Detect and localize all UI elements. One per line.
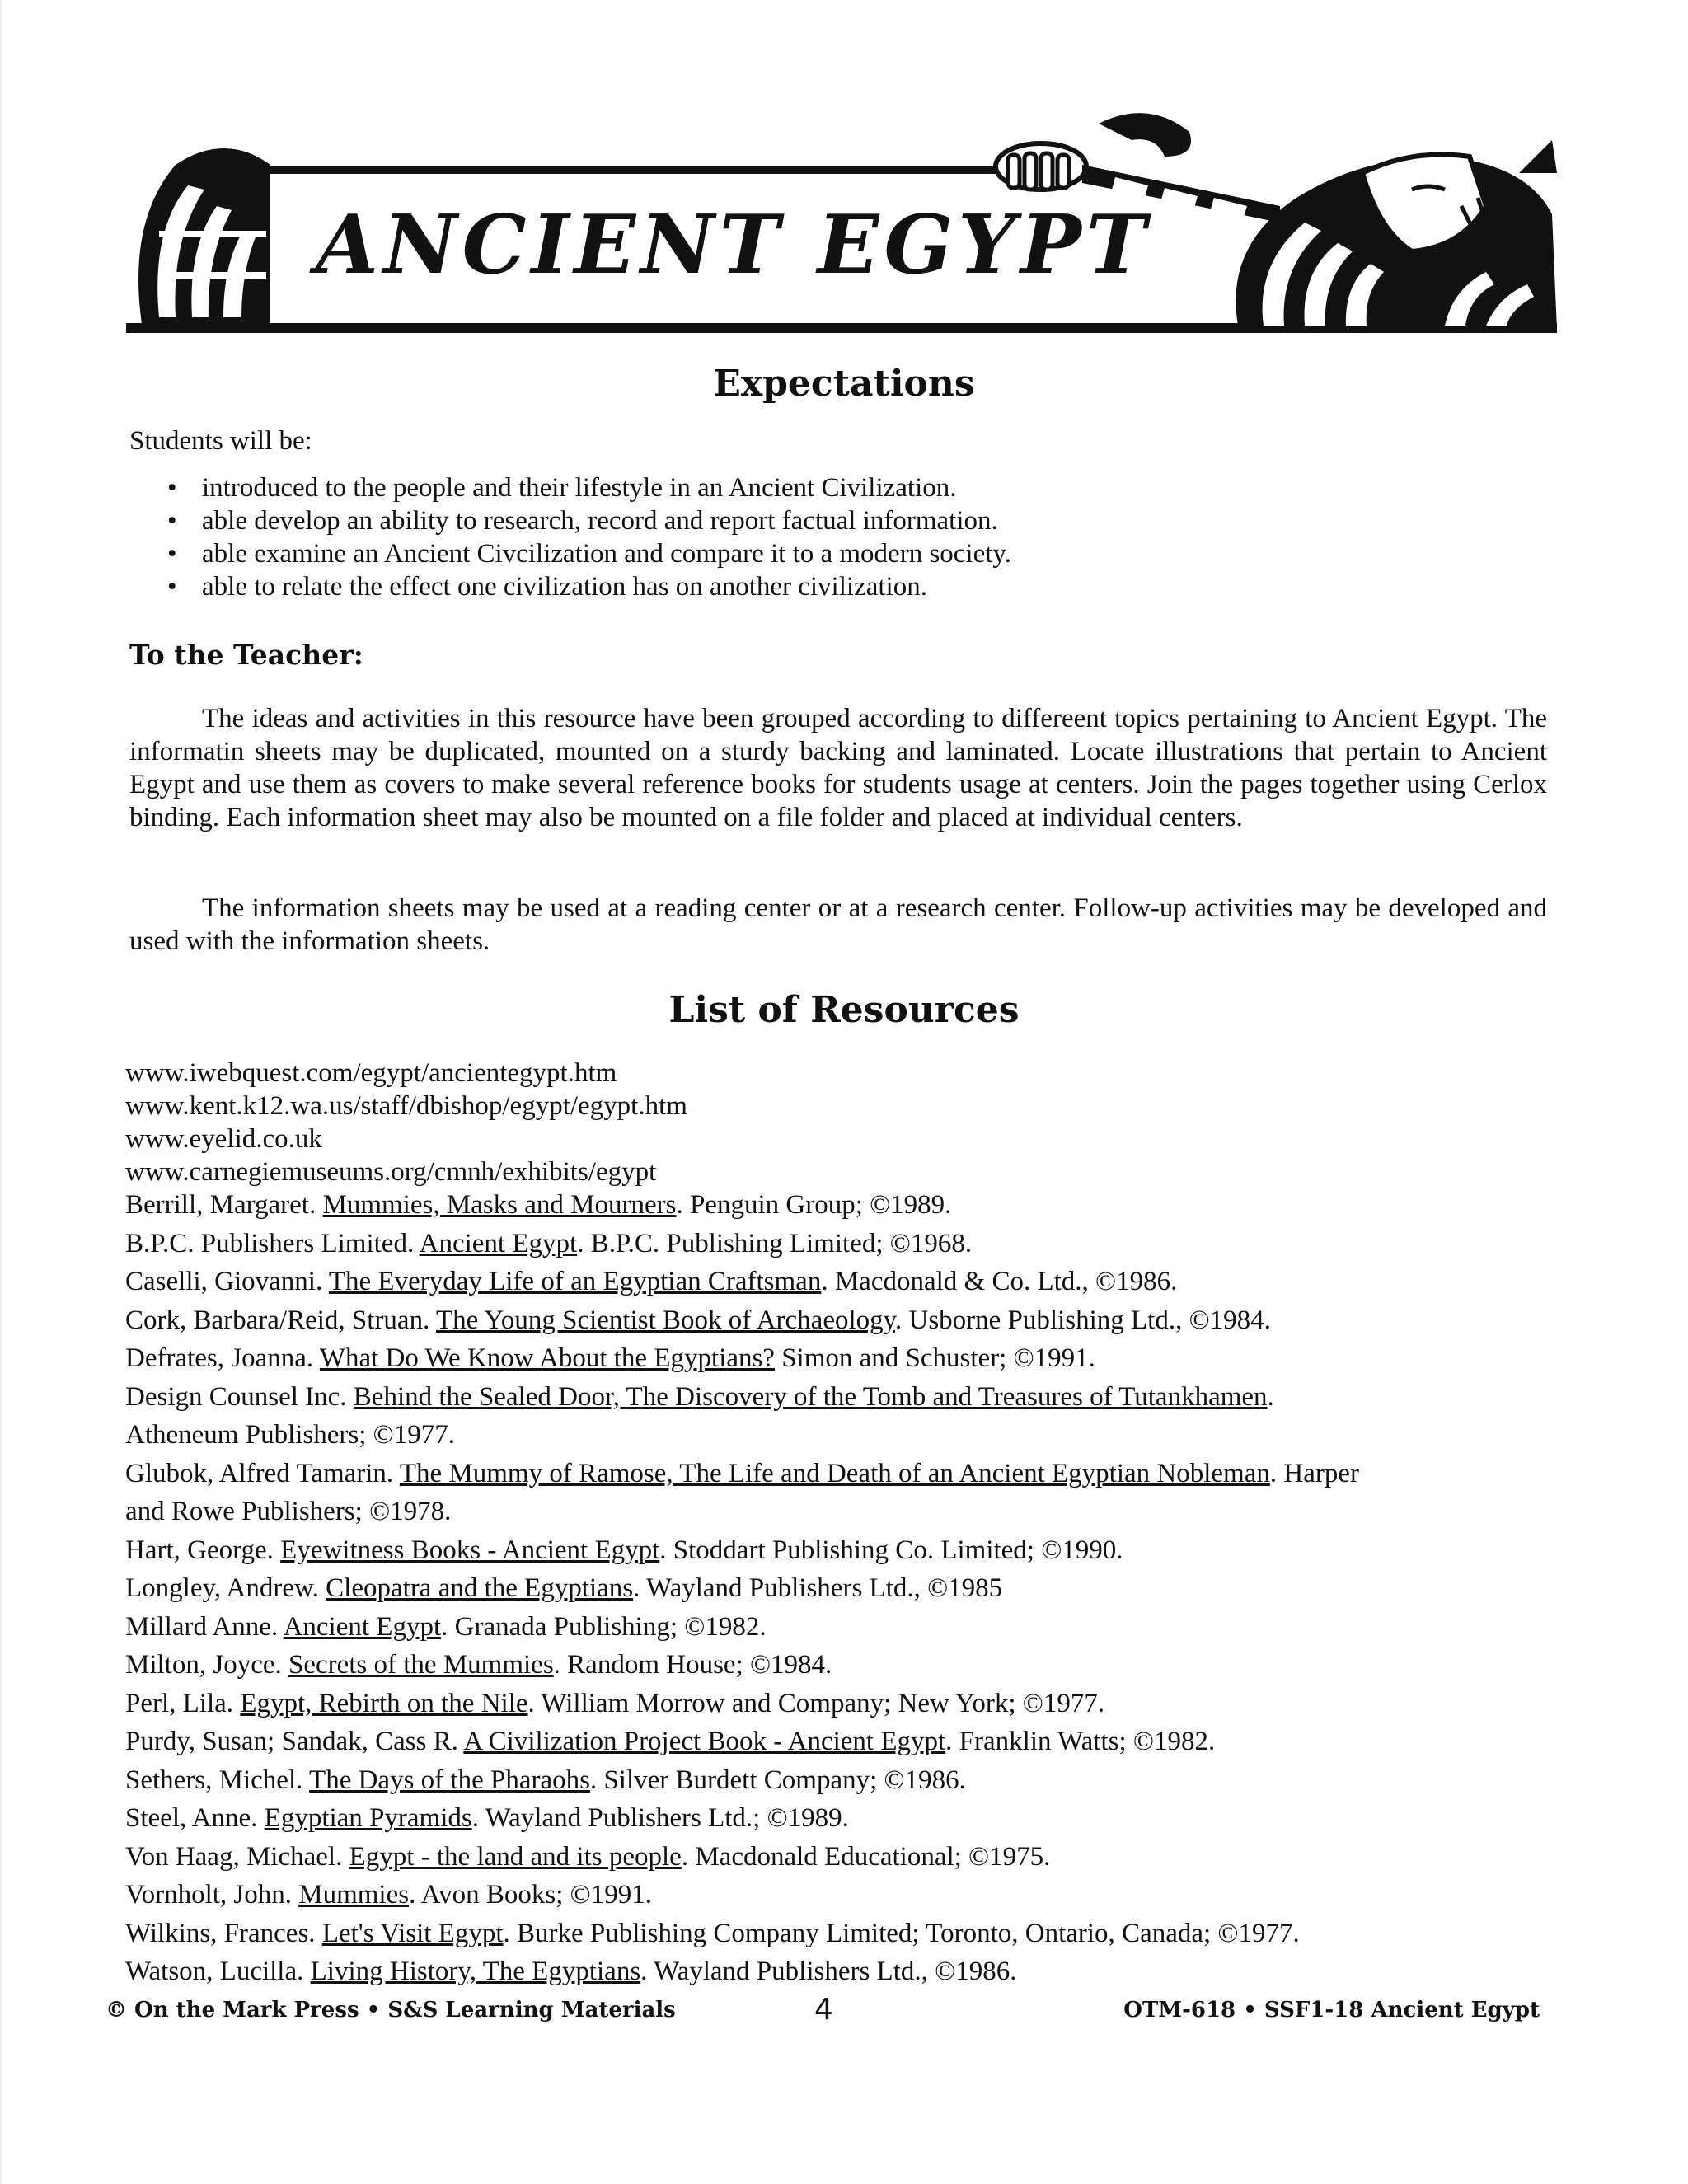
reference-book-title: A Civilization Project Book - Ancient Egypt <box>463 1727 946 1756</box>
reference-author: Glubok, Alfred Tamarin. <box>125 1458 400 1488</box>
reference-item <box>125 1648 1559 1687</box>
reference-item <box>125 1457 1559 1496</box>
reference-author: Milton, Joyce. <box>125 1650 288 1680</box>
reference-book-title: The Everyday Life of an Egyptian Craftsman <box>328 1267 822 1296</box>
reference-item <box>125 1380 1559 1419</box>
reference-author: Steel, Anne. <box>125 1803 265 1833</box>
teacher-paragraph-1: The ideas and activities in this resource have been grouped according to differeent topics pertaining to Ancient Egypt. The informatin sheets may be duplicated, mounted on a sturdy backing and laminated. Locate illustrations that pertain to Ancient Egypt and use them as covers to make several reference books for students usage at centers. Join the pages together using Cerlox binding. Each information sheet may also be mounted on a file folder and placed at individual centers. <box>129 704 1547 832</box>
reference-item <box>125 1227 1559 1266</box>
reference-author: Perl, Lila. <box>125 1688 241 1718</box>
reference-author: Von Haag, Michael. <box>125 1841 349 1872</box>
reference-book-title: The Young Scientist Book of Archaeology <box>436 1305 895 1335</box>
reference-publisher: Simon and Schuster; ©1991. <box>774 1343 1095 1373</box>
reference-book-title: The Mummy of Ramose, The Life and Death of an Ancient Egyptian Nobleman <box>399 1458 1270 1488</box>
teacher-label: To the Teacher: <box>129 639 363 671</box>
list-item: • able examine an Ancient Civcilization and compare it to a modern society. <box>161 537 1011 570</box>
reference-item <box>125 1764 1559 1802</box>
reference-publisher: . Silver Burdett Company; ©1986. <box>589 1765 966 1795</box>
reference-author: Design Counsel Inc. <box>125 1381 354 1412</box>
reference-publisher: . Franklin Watts; ©1982. <box>945 1727 1216 1756</box>
reference-book-title: Egypt, Rebirth on the Nile <box>240 1688 528 1718</box>
reference-publisher: . Macdonald Educational; ©1975. <box>681 1841 1051 1872</box>
reference-author: Purdy, Susan; Sandak, Cass R. <box>125 1727 464 1756</box>
reference-book-title: Cleopatra and the Egyptians <box>326 1573 634 1603</box>
reference-item <box>125 1610 1559 1649</box>
reference-author: Caselli, Giovanni. <box>125 1267 329 1296</box>
reference-item <box>125 1802 1559 1840</box>
footer-publisher: © On the Mark Press • S&S Learning Materials <box>106 1998 676 2022</box>
reference-list <box>125 1188 1559 1994</box>
reference-item <box>125 1572 1559 1610</box>
reference-publisher: . Usborne Publishing Ltd., ©1984. <box>895 1305 1271 1335</box>
reference-author: Berrill, Margaret. <box>125 1190 323 1220</box>
reference-author: Wilkins, Frances. <box>125 1918 322 1948</box>
reference-publisher: . Harper <box>1269 1458 1359 1488</box>
reference-item <box>125 1304 1559 1343</box>
reference-item <box>125 1342 1559 1380</box>
expectations-list <box>161 471 1011 603</box>
reference-item <box>125 1955 1559 1994</box>
reference-publisher: . <box>1267 1381 1274 1412</box>
reference-publisher: . William Morrow and Company; New York; ©1977. <box>528 1688 1105 1718</box>
hand-ornament <box>996 143 1086 190</box>
expectations-intro: Students will be: <box>129 426 312 456</box>
reference-publisher: . Wayland Publishers Ltd., ©1986. <box>640 1957 1017 1986</box>
reference-book-title: Egyptian Pyramids <box>264 1803 472 1833</box>
reference-author: and Rowe Publishers; ©1978. <box>125 1497 452 1526</box>
reference-book-title: The Days of the Pharaohs <box>309 1765 590 1795</box>
reference-item <box>125 1188 1559 1227</box>
resources-list <box>125 1057 1559 1994</box>
reference-book-title: Living History, The Egyptians <box>310 1957 641 1986</box>
website-link[interactable]: www.iwebquest.com/egypt/ancientegypt.htm <box>125 1058 617 1088</box>
reference-author: Atheneum Publishers; ©1977. <box>125 1420 455 1450</box>
resources-heading: List of Resources <box>668 989 1020 1031</box>
reference-book-title: Behind the Sealed Door, The Discovery of the Tomb and Treasures of Tutankhamen <box>353 1381 1268 1412</box>
reference-publisher: . Random House; ©1984. <box>553 1650 832 1680</box>
website-link[interactable]: www.carnegiemuseums.org/cmnh/exhibits/egypt <box>125 1157 657 1187</box>
reference-publisher: . Granada Publishing; ©1982. <box>441 1611 767 1642</box>
reference-publisher: . Stoddart Publishing Co. Limited; ©1990. <box>659 1535 1123 1565</box>
reference-author: Hart, George. <box>125 1535 281 1565</box>
reference-publisher: . Penguin Group; ©1989. <box>676 1190 952 1220</box>
reference-item <box>125 1534 1559 1572</box>
reference-item <box>125 1878 1559 1917</box>
expectations-heading: Expectations <box>713 363 975 405</box>
reference-book-title: Ancient Egypt <box>283 1611 442 1642</box>
scan-edge <box>0 0 2 2184</box>
reference-author: Sethers, Michel. <box>125 1765 310 1795</box>
reference-book-title: Let's Visit Egypt <box>321 1918 504 1948</box>
reference-item <box>125 1418 1559 1457</box>
reference-publisher: . Macdonald & Co. Ltd., ©1986. <box>821 1267 1178 1296</box>
reference-item <box>125 1687 1559 1726</box>
reference-publisher: . Avon Books; ©1991. <box>409 1880 652 1910</box>
reference-author: Cork, Barbara/Reid, Struan. <box>125 1305 436 1335</box>
pharaoh-ornament <box>1082 113 1557 330</box>
website-link[interactable]: www.kent.k12.wa.us/staff/dbishop/egypt/egypt.htm <box>125 1091 687 1121</box>
reference-author: Millard Anne. <box>125 1611 284 1642</box>
reference-item <box>125 1725 1559 1764</box>
reference-publisher: . Wayland Publishers Ltd., ©1985 <box>633 1573 1003 1603</box>
reference-item <box>125 1840 1559 1879</box>
reference-book-title: Mummies <box>298 1880 410 1910</box>
list-item: • able develop an ability to research, record and report factual information. <box>161 504 1011 537</box>
footer-product-code: OTM-618 • SSF1-18 Ancient Egypt <box>1123 1998 1540 2022</box>
teacher-paragraph-2: The information sheets may be used at a reading center or at a research center. Follow-up activities may be developed and used with the information sheets. <box>129 893 1547 956</box>
reference-author: Defrates, Joanna. <box>125 1343 320 1373</box>
reference-author: B.P.C. Publishers Limited. <box>125 1228 420 1258</box>
reference-item <box>125 1495 1559 1534</box>
website-link[interactable]: www.eyelid.co.uk <box>125 1124 322 1154</box>
reference-book-title: Egypt - the land and its people <box>349 1841 682 1872</box>
reference-book-title: Mummies, Masks and Mourners <box>322 1190 677 1220</box>
reference-publisher: . Wayland Publishers Ltd.; ©1989. <box>471 1803 849 1833</box>
reference-publisher: . Burke Publishing Company Limited; Toronto, Ontario, Canada; ©1977. <box>503 1918 1300 1948</box>
reference-book-title: Secrets of the Mummies <box>288 1650 554 1680</box>
reference-author: Watson, Lucilla. <box>125 1957 311 1986</box>
list-item: • able to relate the effect one civilization has on another civilization. <box>161 570 1011 603</box>
reference-author: Vornholt, John. <box>125 1880 299 1910</box>
reference-publisher: . B.P.C. Publishing Limited; ©1968. <box>577 1228 973 1258</box>
reference-book-title: Eyewitness Books - Ancient Egypt <box>280 1535 660 1565</box>
left-headdress-ornament <box>138 148 270 330</box>
reference-item <box>125 1917 1559 1956</box>
list-item: • introduced to the people and their lifestyle in an Ancient Civilization. <box>161 471 1011 504</box>
reference-author: Longley, Andrew. <box>125 1573 326 1603</box>
reference-item <box>125 1265 1559 1304</box>
reference-book-title: Ancient Egypt <box>419 1228 578 1258</box>
title-banner <box>126 107 1557 338</box>
banner-title: ANCIENT EGYPT <box>316 198 1151 293</box>
reference-book-title: What Do We Know About the Egyptians? <box>319 1343 775 1373</box>
page-number: 4 <box>814 1993 833 2027</box>
